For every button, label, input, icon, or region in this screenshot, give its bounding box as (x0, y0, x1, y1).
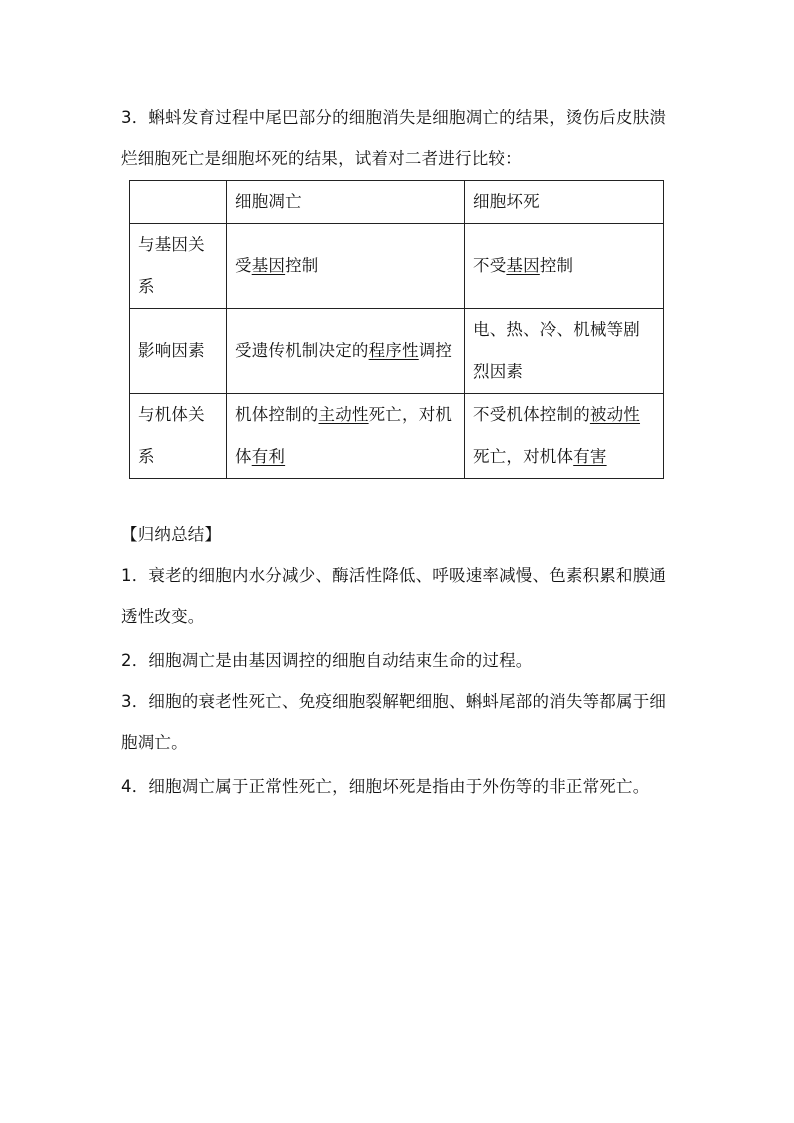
cell-necrosis-gene (465, 224, 664, 309)
row-label-body-relation: 与机体关系 (130, 394, 227, 479)
summary-item: 1．衰老的细胞内水分减少、酶活性降低、呼吸速率减慢、色素积累和膜通透性改变。 (121, 566, 667, 626)
cell-apoptosis-gene (227, 224, 465, 309)
underlined-answer: 基因 (506, 256, 540, 275)
underlined-answer: 基因 (251, 256, 286, 275)
table-header-cell-apoptosis: 细胞凋亡 (227, 181, 465, 224)
cell-text: 受遗传机制决定的 (235, 341, 369, 360)
question-3-text: 3．蝌蚪发育过程中尾巴部分的细胞消失是细胞凋亡的结果，烫伤后皮肤溃烂细胞死亡是细胞坏死的结果，试着对二者进行比较： (121, 108, 667, 168)
cell-apoptosis-factors (227, 309, 465, 394)
summary-item: 4．细胞凋亡属于正常性死亡，细胞坏死是指由于外伤等的非正常死亡。 (121, 777, 650, 796)
cell-text: 受 (235, 256, 252, 275)
table-row (130, 309, 664, 394)
table-header-cell-necrosis: 细胞坏死 (465, 181, 664, 224)
cell-apoptosis-body (227, 394, 465, 479)
underlined-answer: 被动性 (589, 405, 641, 424)
table-header-cell-empty (130, 181, 227, 224)
table-row (130, 224, 664, 309)
cell-text: 控制 (539, 256, 574, 275)
summary-heading: 【归纳总结】 (121, 525, 222, 544)
cell-necrosis-body (465, 394, 664, 479)
cell-text: 不受 (473, 256, 507, 275)
cell-text: 死亡，对机体 (473, 447, 574, 466)
summary-item: 3．细胞的衰老性死亡、免疫细胞裂解靶细胞、蝌蚪尾部的消失等都属于细胞凋亡。 (121, 692, 667, 752)
cell-text: 调控 (418, 341, 453, 360)
table-header-row (130, 181, 664, 224)
cell-text: 死亡，对机体 (235, 405, 453, 466)
cell-text: 不受机体控制的 (473, 405, 590, 424)
underlined-answer: 程序性 (368, 341, 419, 360)
cell-necrosis-factors (465, 309, 664, 394)
cell-text: 机体控制的 (235, 405, 319, 424)
table-row (130, 394, 664, 479)
cell-text: 电、热、冷、机械等剧烈因素 (473, 320, 640, 381)
cell-text: 控制 (285, 256, 319, 275)
row-label-gene-relation: 与基因关系 (130, 224, 227, 309)
row-label-factors: 影响因素 (130, 309, 227, 394)
underlined-answer: 有利 (251, 447, 286, 466)
underlined-answer: 有害 (573, 447, 607, 466)
underlined-answer: 主动性 (318, 405, 369, 424)
comparison-table (129, 180, 664, 479)
summary-item: 2．细胞凋亡是由基因调控的细胞自动结束生命的过程。 (121, 651, 533, 670)
